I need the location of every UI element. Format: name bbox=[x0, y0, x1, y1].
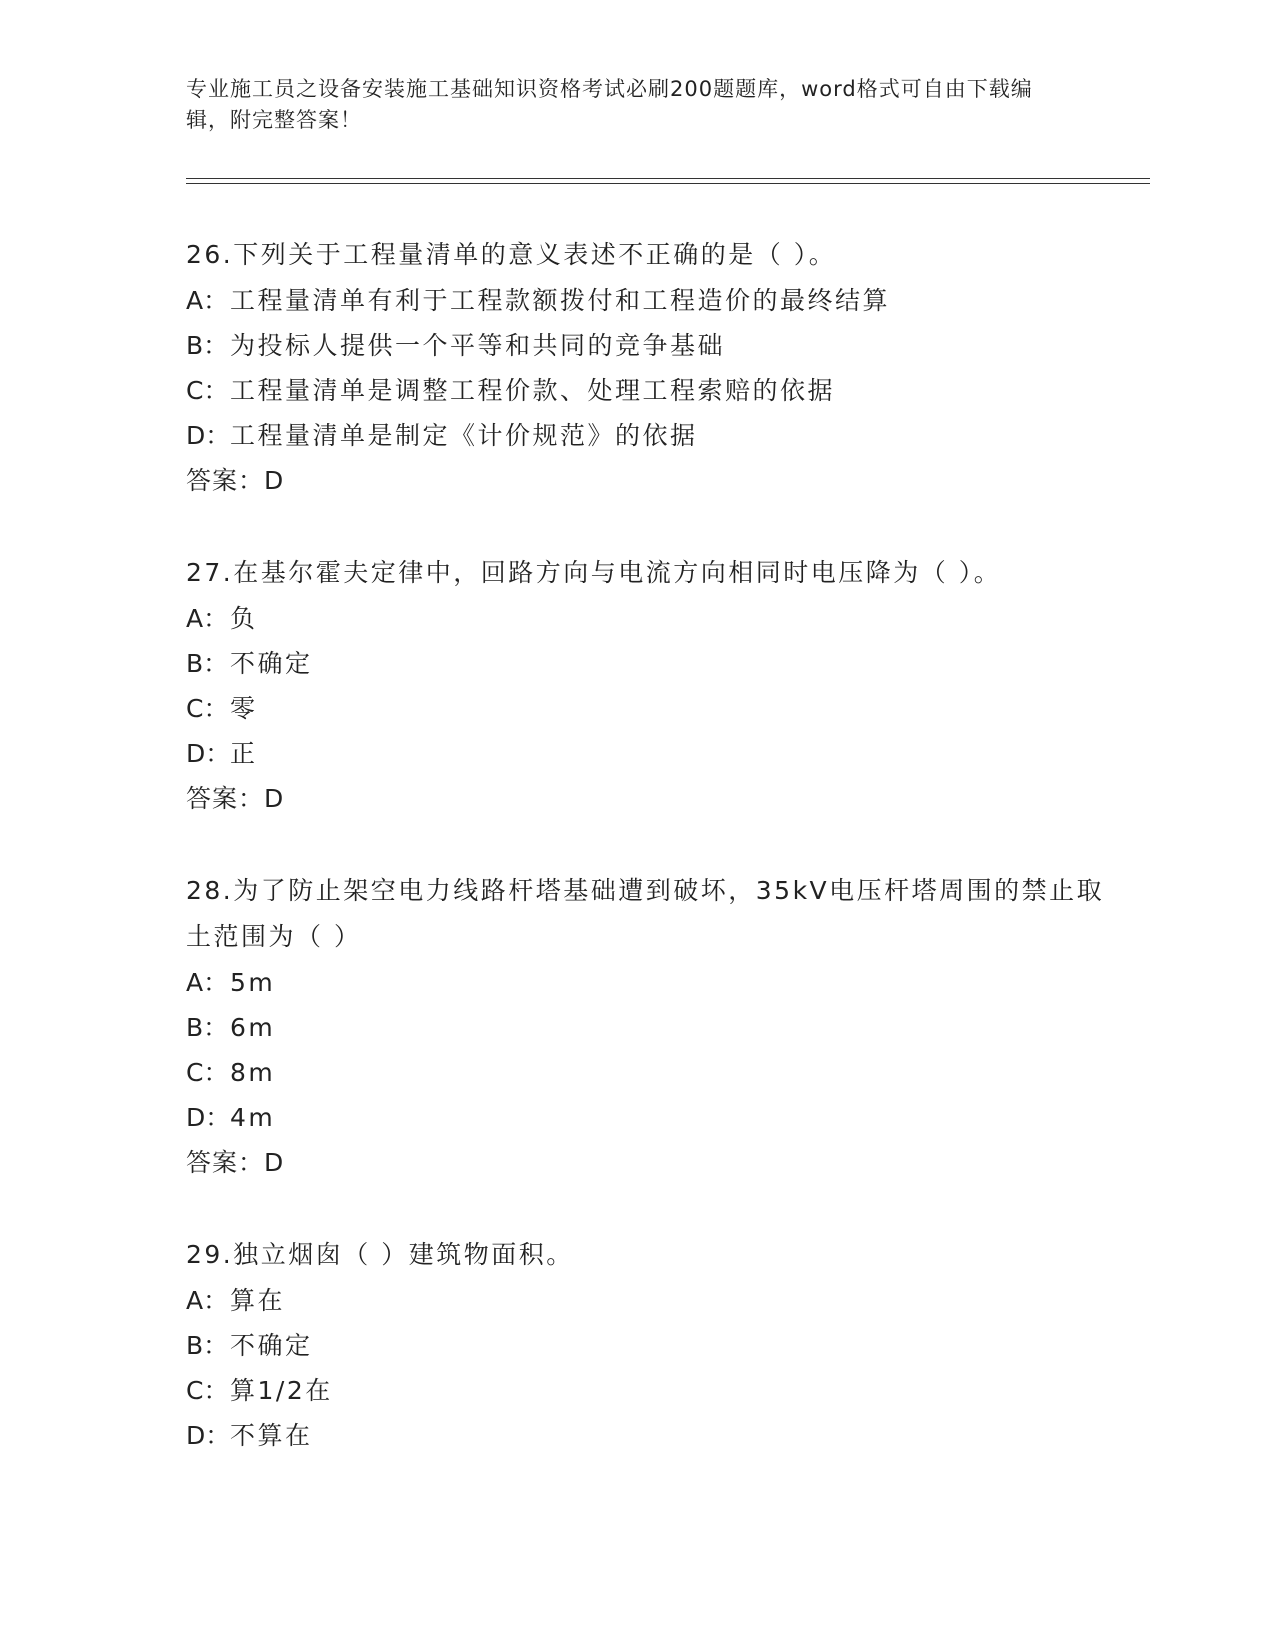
question-list bbox=[186, 232, 1126, 1504]
option-key: D： bbox=[186, 739, 231, 768]
header-rule-top bbox=[186, 178, 1150, 179]
option-b bbox=[186, 323, 1126, 368]
option-d bbox=[186, 1095, 1126, 1140]
answer-line: 答案：D bbox=[186, 784, 285, 813]
option-text: 不确定 bbox=[230, 649, 313, 678]
option-text: 不确定 bbox=[230, 1331, 313, 1360]
option-text: 算1/2在 bbox=[230, 1376, 333, 1405]
option-text: 为投标人提供一个平等和共同的竞争基础 bbox=[230, 331, 726, 360]
option-key: D： bbox=[186, 1421, 231, 1450]
question-29 bbox=[186, 1232, 1126, 1458]
option-key: B： bbox=[186, 331, 229, 360]
option-b bbox=[186, 1323, 1126, 1368]
question-26 bbox=[186, 232, 1126, 504]
option-text: 算在 bbox=[230, 1286, 286, 1315]
option-text: 4m bbox=[230, 1103, 276, 1132]
question-stem: 26.下列关于工程量清单的意义表述不正确的是（ ）。 bbox=[186, 240, 837, 269]
option-key: C： bbox=[186, 694, 229, 723]
question-stem: 29.独立烟囱（ ）建筑物面积。 bbox=[186, 1240, 574, 1269]
option-key: D： bbox=[186, 1103, 231, 1132]
option-key: C： bbox=[186, 1058, 229, 1087]
option-key: C： bbox=[186, 1376, 229, 1405]
option-key: A： bbox=[186, 286, 229, 315]
option-key: B： bbox=[186, 1331, 229, 1360]
option-key: A： bbox=[186, 604, 229, 633]
option-b bbox=[186, 641, 1126, 686]
option-c bbox=[186, 1368, 1126, 1413]
option-text: 零 bbox=[230, 694, 258, 723]
option-key: B： bbox=[186, 1013, 229, 1042]
option-d bbox=[186, 413, 1126, 458]
option-text: 8m bbox=[230, 1058, 276, 1087]
option-a bbox=[186, 1278, 1126, 1323]
option-d bbox=[186, 1413, 1126, 1458]
answer-line: 答案：D bbox=[186, 1148, 285, 1177]
option-key: A： bbox=[186, 968, 229, 997]
question-stem: 27.在基尔霍夫定律中，回路方向与电流方向相同时电压降为（ ）。 bbox=[186, 558, 1002, 587]
answer-line: 答案：D bbox=[186, 466, 285, 495]
question-27 bbox=[186, 550, 1126, 822]
option-c bbox=[186, 1050, 1126, 1095]
option-a bbox=[186, 596, 1126, 641]
option-b bbox=[186, 1005, 1126, 1050]
question-stem: 28.为了防止架空电力线路杆塔基础遭到破坏，35kV电压杆塔周围的禁止取土范围为（ ） bbox=[186, 876, 1105, 951]
document-header: 专业施工员之设备安装施工基础知识资格考试必刷200题题库，word格式可自由下载编辑，附完整答案！ bbox=[186, 77, 1033, 132]
option-key: D： bbox=[186, 421, 231, 450]
header-rule-bottom bbox=[186, 183, 1150, 184]
option-d bbox=[186, 731, 1126, 776]
option-a bbox=[186, 960, 1126, 1005]
option-text: 6m bbox=[230, 1013, 276, 1042]
option-text: 不算在 bbox=[230, 1421, 313, 1450]
option-text: 工程量清单有利于工程款额拨付和工程造价的最终结算 bbox=[230, 286, 891, 315]
option-text: 正 bbox=[230, 739, 258, 768]
option-text: 负 bbox=[230, 604, 258, 633]
option-text: 5m bbox=[230, 968, 276, 997]
option-key: B： bbox=[186, 649, 229, 678]
option-key: A： bbox=[186, 1286, 229, 1315]
option-c bbox=[186, 368, 1126, 413]
option-text: 工程量清单是调整工程价款、处理工程索赔的依据 bbox=[230, 376, 836, 405]
question-28 bbox=[186, 868, 1126, 1186]
option-c bbox=[186, 686, 1126, 731]
option-key: C： bbox=[186, 376, 229, 405]
option-a bbox=[186, 278, 1126, 323]
option-text: 工程量清单是制定《计价规范》的依据 bbox=[230, 421, 698, 450]
